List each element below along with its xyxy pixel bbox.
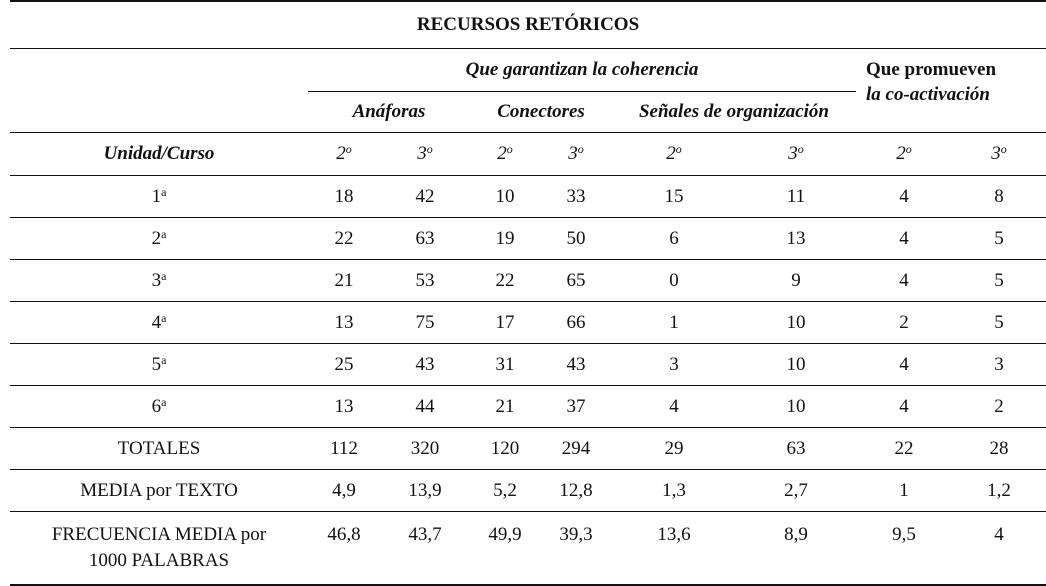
table-cell: 4 bbox=[952, 512, 1046, 586]
table-cell: 1,2 bbox=[952, 470, 1046, 512]
table-cell: 1,3 bbox=[612, 470, 736, 512]
table-cell: 0 bbox=[612, 260, 736, 302]
table-cell: 4 bbox=[856, 260, 952, 302]
table-cell: 22 bbox=[470, 260, 540, 302]
table-row bbox=[10, 176, 1046, 218]
table-row bbox=[10, 386, 1046, 428]
frecuencia-row bbox=[10, 512, 1046, 586]
table-title: RECURSOS RETÓRICOS bbox=[10, 1, 1046, 49]
table-cell: 29 bbox=[612, 428, 736, 470]
table-row bbox=[10, 302, 1046, 344]
table-row bbox=[10, 260, 1046, 302]
coactivation-line2: la co-activación bbox=[866, 84, 990, 105]
empty-header-cell bbox=[10, 49, 308, 92]
table-cell: 43,7 bbox=[380, 512, 470, 586]
table-cell: 25 bbox=[308, 344, 380, 386]
unit-label: 3$^a$ bbox=[10, 260, 308, 302]
table-cell: 5 bbox=[952, 302, 1046, 344]
table-cell: 66 bbox=[540, 302, 612, 344]
table-cell: 13,6 bbox=[612, 512, 736, 586]
table-cell: 28 bbox=[952, 428, 1046, 470]
table-cell: 65 bbox=[540, 260, 612, 302]
table-cell: 13,9 bbox=[380, 470, 470, 512]
totals-label: TOTALES bbox=[10, 428, 308, 470]
table-cell: 31 bbox=[470, 344, 540, 386]
table-cell: 17 bbox=[470, 302, 540, 344]
course-header: 3$^o$ bbox=[736, 133, 856, 176]
unit-course-label: Unidad/Curso bbox=[10, 133, 308, 176]
table-cell: 4 bbox=[856, 344, 952, 386]
table-cell: 37 bbox=[540, 386, 612, 428]
table-cell: 294 bbox=[540, 428, 612, 470]
table-cell: 3 bbox=[612, 344, 736, 386]
group-header-coherence: Que garantizan la coherencia bbox=[308, 49, 856, 92]
unit-label: 4$^a$ bbox=[10, 302, 308, 344]
table-cell: 18 bbox=[308, 176, 380, 218]
table-cell: 33 bbox=[540, 176, 612, 218]
table-cell: 1 bbox=[856, 470, 952, 512]
table-cell: 5 bbox=[952, 260, 1046, 302]
table-cell: 10 bbox=[736, 344, 856, 386]
table-cell: 8 bbox=[952, 176, 1046, 218]
table-cell: 4 bbox=[856, 386, 952, 428]
table-container bbox=[10, 0, 1046, 586]
media-texto-row bbox=[10, 470, 1046, 512]
unit-label: 2$^a$ bbox=[10, 218, 308, 260]
course-header: 2$^o$ bbox=[308, 133, 380, 176]
table-cell: 63 bbox=[380, 218, 470, 260]
empty-header-cell bbox=[10, 92, 308, 133]
table-cell: 10 bbox=[470, 176, 540, 218]
table-cell: 13 bbox=[736, 218, 856, 260]
table-cell: 9,5 bbox=[856, 512, 952, 586]
table-cell: 22 bbox=[856, 428, 952, 470]
course-header: 3$^o$ bbox=[952, 133, 1046, 176]
table-cell: 4 bbox=[612, 386, 736, 428]
table-cell: 19 bbox=[470, 218, 540, 260]
coactivation-line1: Que promueven bbox=[866, 59, 997, 80]
table-cell: 21 bbox=[470, 386, 540, 428]
table-cell: 21 bbox=[308, 260, 380, 302]
table-cell: 13 bbox=[308, 302, 380, 344]
table-cell: 49,9 bbox=[470, 512, 540, 586]
subheader-senales: Señales de organización bbox=[638, 101, 830, 122]
course-header: 3$^o$ bbox=[380, 133, 470, 176]
course-header: 3$^o$ bbox=[540, 133, 612, 176]
table-cell: 4 bbox=[856, 176, 952, 218]
table-cell: 43 bbox=[540, 344, 612, 386]
table-cell: 39,3 bbox=[540, 512, 612, 586]
table-cell: 112 bbox=[308, 428, 380, 470]
table-cell: 6 bbox=[612, 218, 736, 260]
table-cell: 4,9 bbox=[308, 470, 380, 512]
table-cell: 120 bbox=[470, 428, 540, 470]
table-cell: 10 bbox=[736, 386, 856, 428]
table-cell: 50 bbox=[540, 218, 612, 260]
table-cell: 5 bbox=[952, 218, 1046, 260]
table-cell: 10 bbox=[736, 302, 856, 344]
table-cell: 3 bbox=[952, 344, 1046, 386]
table-cell: 4 bbox=[856, 218, 952, 260]
table-cell: 63 bbox=[736, 428, 856, 470]
course-header: 2$^o$ bbox=[470, 133, 540, 176]
table-cell: 11 bbox=[736, 176, 856, 218]
media-texto-label: MEDIA por TEXTO bbox=[10, 470, 308, 512]
table-cell: 75 bbox=[380, 302, 470, 344]
table-row bbox=[10, 344, 1046, 386]
course-header: 2$^o$ bbox=[856, 133, 952, 176]
table-row bbox=[10, 218, 1046, 260]
unit-label: 1$^a$ bbox=[10, 176, 308, 218]
table-cell: 2,7 bbox=[736, 470, 856, 512]
table-cell: 5,2 bbox=[470, 470, 540, 512]
table-cell: 13 bbox=[308, 386, 380, 428]
table-cell: 44 bbox=[380, 386, 470, 428]
table-cell: 43 bbox=[380, 344, 470, 386]
table-cell: 1 bbox=[612, 302, 736, 344]
totals-row bbox=[10, 428, 1046, 470]
table-cell: 46,8 bbox=[308, 512, 380, 586]
subheader-conectores: Conectores bbox=[497, 101, 585, 122]
table-cell: 8,9 bbox=[736, 512, 856, 586]
table-cell: 12,8 bbox=[540, 470, 612, 512]
table-cell: 53 bbox=[380, 260, 470, 302]
course-header: 2$^o$ bbox=[612, 133, 736, 176]
rhetorical-resources-table bbox=[10, 0, 1046, 586]
table-cell: 9 bbox=[736, 260, 856, 302]
table-cell: 42 bbox=[380, 176, 470, 218]
unit-label: 5$^a$ bbox=[10, 344, 308, 386]
table-cell: 22 bbox=[308, 218, 380, 260]
frecuencia-label: FRECUENCIA MEDIA por 1000 PALABRAS bbox=[10, 512, 308, 586]
unit-label: 6$^a$ bbox=[10, 386, 308, 428]
table-cell: 2 bbox=[952, 386, 1046, 428]
subheader-anaforas: Anáforas bbox=[352, 101, 426, 122]
table-cell: 2 bbox=[856, 302, 952, 344]
group-header-coactivation bbox=[856, 49, 1046, 133]
table-cell: 15 bbox=[612, 176, 736, 218]
table-cell: 320 bbox=[380, 428, 470, 470]
